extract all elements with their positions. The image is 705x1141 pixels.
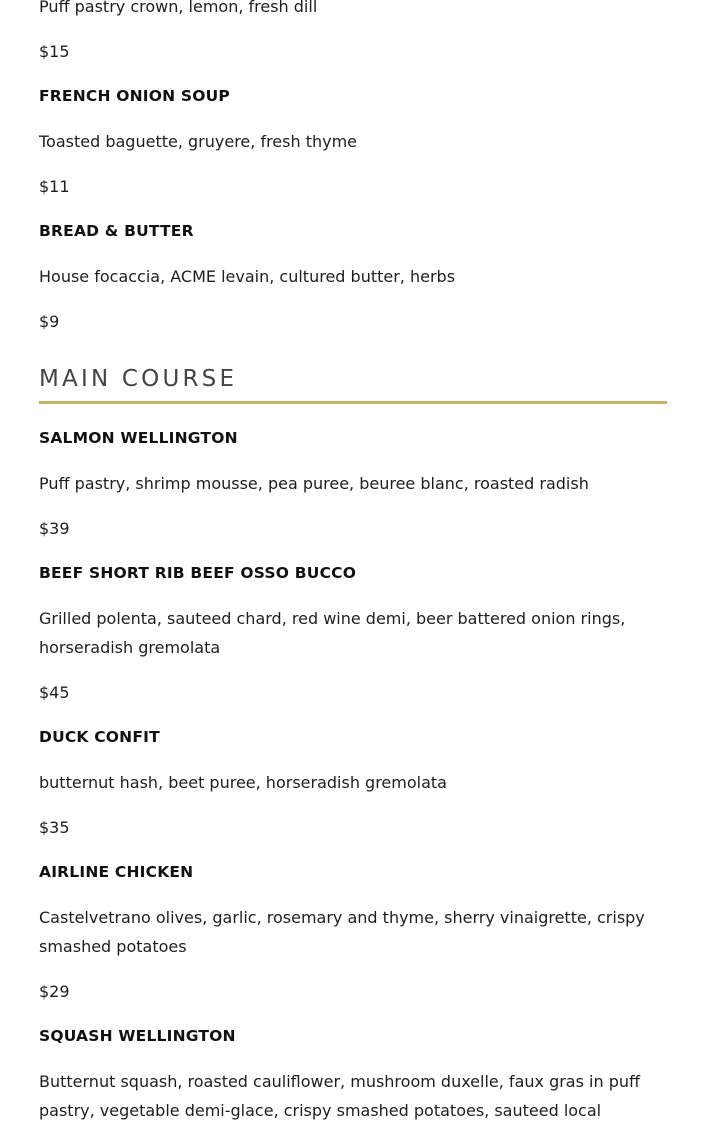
item-description: Puff pastry, shrimp mousse, pea puree, beuree blanc, roasted radish xyxy=(39,474,589,493)
item-name: AIRLINE CHICKEN xyxy=(39,863,194,881)
item-name: BREAD & BUTTER xyxy=(39,222,194,240)
item-price: $45 xyxy=(39,683,70,702)
menu-item xyxy=(39,723,667,842)
item-price: $11 xyxy=(39,177,70,196)
item-description: Butternut squash, roasted cauliflower, mushroom duxelle, faux gras in puff pastry, vegetable demi-glace, crispy smashed potatoes, sauteed local xyxy=(39,1072,641,1120)
menu-item xyxy=(39,217,667,336)
menu-item xyxy=(39,82,667,201)
item-name: DUCK CONFIT xyxy=(39,728,160,746)
menu-item xyxy=(39,559,667,707)
item-description: Grilled polenta, sauteed chard, red wine demi, beer battered onion rings, horseradish gremolata xyxy=(39,609,626,657)
item-price: $15 xyxy=(39,42,70,61)
menu-item xyxy=(39,0,667,66)
item-name: SQUASH WELLINGTON xyxy=(39,1027,236,1045)
item-name: SALMON WELLINGTON xyxy=(39,429,238,447)
item-description: Castelvetrano olives, garlic, rosemary and thyme, sherry vinaigrette, crispy smashed potatoes xyxy=(39,908,645,956)
item-price: $29 xyxy=(39,982,70,1001)
item-description: butternut hash, beet puree, horseradish gremolata xyxy=(39,773,447,792)
item-price: $35 xyxy=(39,818,70,837)
menu-item xyxy=(39,858,667,1006)
item-name: BEEF SHORT RIB BEEF OSSO BUCCO xyxy=(39,564,357,582)
menu-item xyxy=(39,1022,667,1125)
menu-content xyxy=(39,0,667,1141)
item-description: Puff pastry crown, lemon, fresh dill xyxy=(39,0,318,16)
item-price: $9 xyxy=(39,312,60,331)
item-description: House focaccia, ACME levain, cultured butter, herbs xyxy=(39,267,456,286)
item-price: $39 xyxy=(39,519,70,538)
item-description: Toasted baguette, gruyere, fresh thyme xyxy=(39,132,358,151)
section-divider xyxy=(39,401,667,404)
item-name: FRENCH ONION SOUP xyxy=(39,87,230,105)
menu-item xyxy=(39,424,667,543)
section-title-main-course: MAIN COURSE xyxy=(39,366,238,392)
